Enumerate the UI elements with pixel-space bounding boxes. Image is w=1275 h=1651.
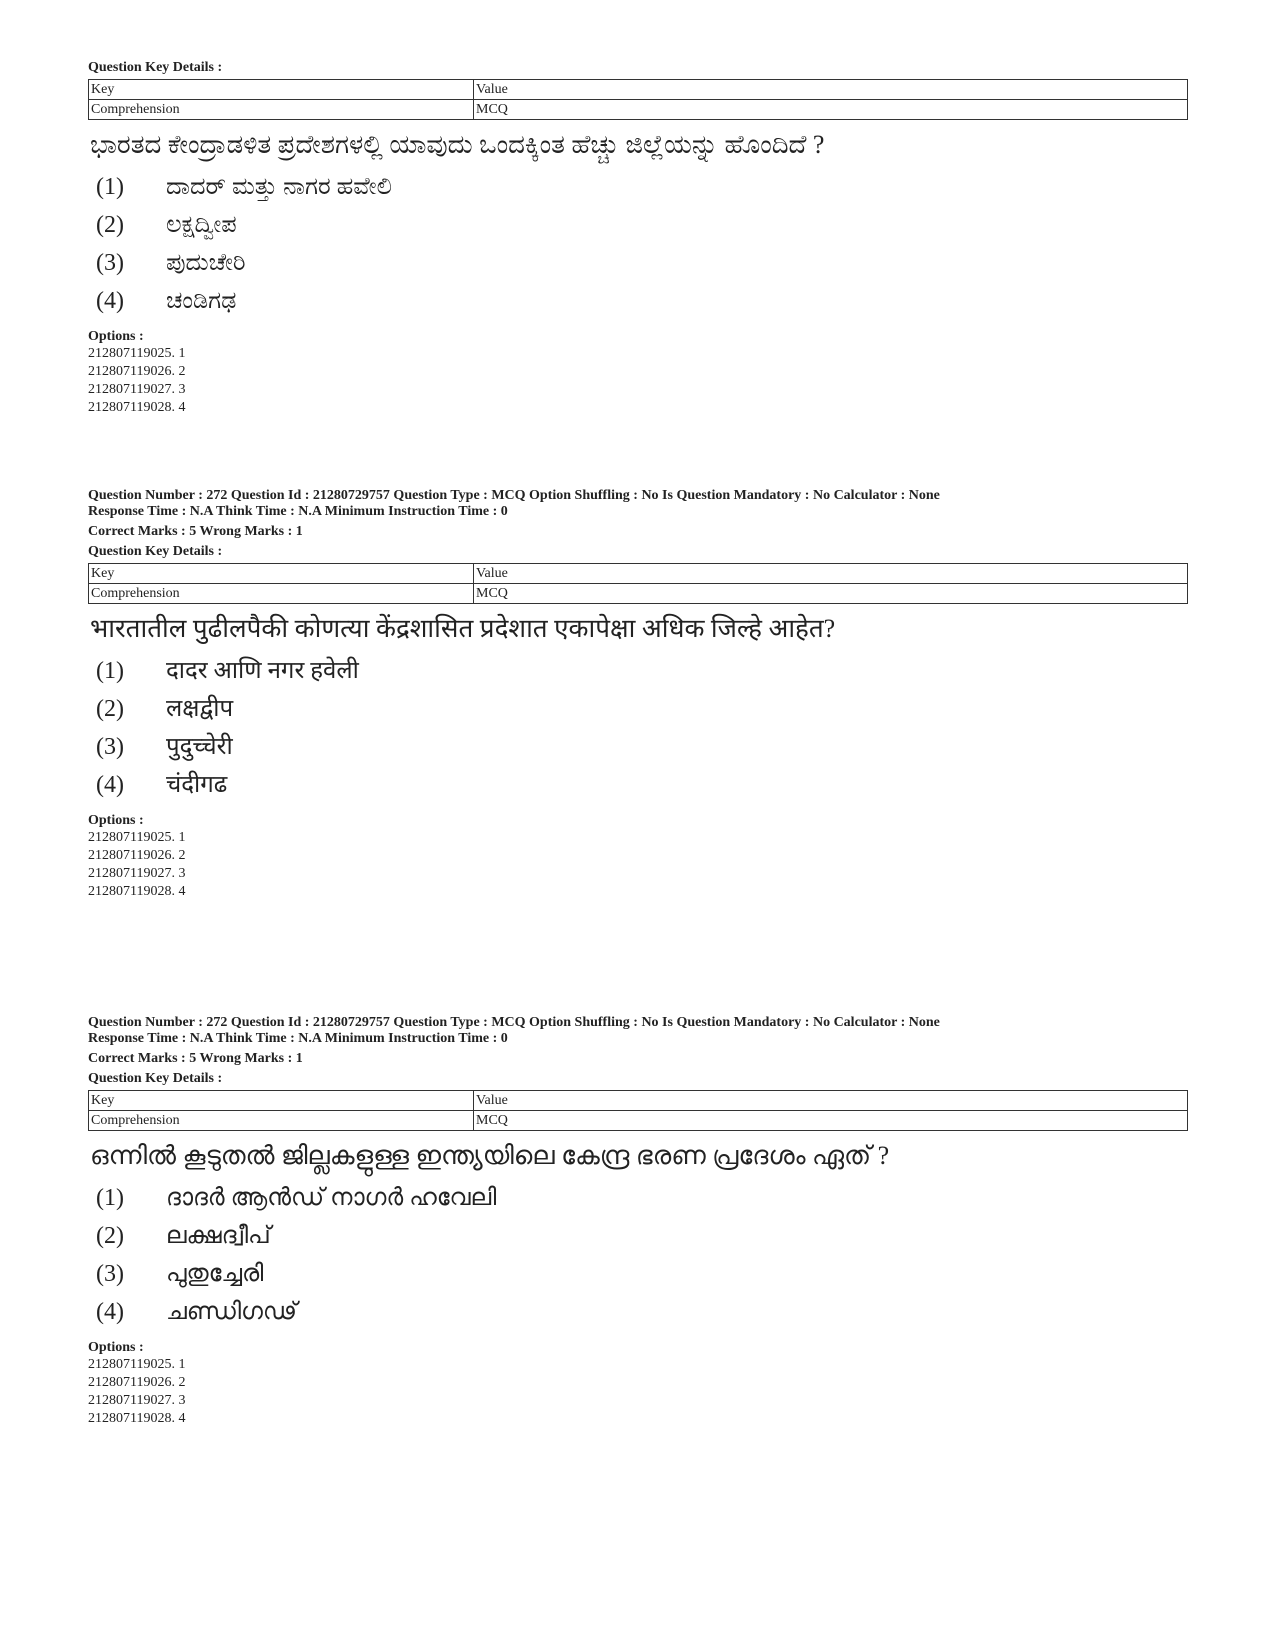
option-text: ಲಕ್ಷದ್ವೀಪ [166,212,237,238]
key-details-label: Question Key Details : [88,1071,223,1086]
option-4 [96,282,1188,320]
table-row [89,1111,1188,1131]
table-cell: MCQ [474,584,1188,604]
option-number: (3) [96,250,124,276]
key-details-table [88,563,1188,604]
option-id: 212807119025. 1 [88,346,186,361]
option-2 [96,206,1188,244]
option-2 [96,1217,1188,1255]
table-row [89,1091,1188,1111]
table-cell: Comprehension [89,100,474,120]
question-text: ഒന്നിൽ കൂടുതൽ ജില്ലകളുള്ള ഇന്ത്യയിലെ കേന്ദ്ര ഭരണ പ്രദേശം ഏത് ? [90,1141,890,1170]
option-id: 212807119027. 3 [88,382,186,397]
key-details-table [88,1090,1188,1131]
option-1 [96,1179,1188,1217]
question-text: भारतातील पुढीलपैकी कोणत्या केंद्रशासित प्रदेशात एकापेक्षा अधिक जिल्हे आहेत? [90,614,836,643]
marks-line: Correct Marks : 5 Wrong Marks : 1 [88,524,303,539]
table-row [89,80,1188,100]
table-cell: Value [474,80,1188,100]
table-cell: Comprehension [89,1111,474,1131]
option-1 [96,168,1188,206]
table-cell: MCQ [474,100,1188,120]
question-block-2 [88,488,1188,901]
option-id: 212807119027. 3 [88,1393,186,1408]
option-number: (2) [96,212,124,238]
option-2 [96,690,1188,728]
options-label: Options : [88,813,144,828]
option-number: (2) [96,696,124,722]
option-number: (3) [96,734,124,760]
option-number: (4) [96,1299,124,1325]
option-3 [96,728,1188,766]
table-cell: Key [89,564,474,584]
table-cell: Comprehension [89,584,474,604]
question-block-1 [88,60,1188,417]
option-text: ലക്ഷദ്വീപ് [166,1223,271,1249]
option-id: 212807119028. 4 [88,884,186,899]
table-cell: Key [89,1091,474,1111]
options-label: Options : [88,1340,144,1355]
option-text: दादर आणि नगर हवेली [166,658,359,684]
option-number: (2) [96,1223,124,1249]
option-text: ಪುದುಚೇರಿ [166,250,246,276]
option-id: 212807119026. 2 [88,364,186,379]
option-1 [96,652,1188,690]
option-text: लक्षद्वीप [166,696,234,722]
option-id: 212807119025. 1 [88,830,186,845]
question-text: ಭಾರತದ ಕೇಂದ್ರಾಡಳಿತ ಪ್ರದೇಶಗಳಲ್ಲಿ ಯಾವುದು ಒಂದಕ್ಕಿಂತ ಹೆಚ್ಚು ಜಿಲ್ಲೆಯನ್ನು ಹೊಂದಿದೆ ? [90,130,825,159]
table-row [89,100,1188,120]
option-id: 212807119026. 2 [88,848,186,863]
option-text: ಚಂಡಿಗಢ [166,288,237,314]
marks-line: Correct Marks : 5 Wrong Marks : 1 [88,1051,303,1066]
option-4 [96,1293,1188,1331]
option-3 [96,1255,1188,1293]
option-id: 212807119027. 3 [88,866,186,881]
table-cell: Value [474,564,1188,584]
question-header-line-1: Question Number : 272 Question Id : 21280729757 Question Type : MCQ Option Shuffling : No Is Question Mandatory : No Calculator : None [88,488,940,503]
option-id: 212807119025. 1 [88,1357,186,1372]
option-number: (4) [96,772,124,798]
option-number: (1) [96,1185,124,1211]
option-number: (1) [96,174,124,200]
table-row [89,584,1188,604]
option-4 [96,766,1188,804]
table-cell: Key [89,80,474,100]
option-id: 212807119028. 4 [88,1411,186,1426]
option-number: (4) [96,288,124,314]
option-text: പുതുച്ചേരി [166,1261,264,1287]
question-header-line-2: Response Time : N.A Think Time : N.A Minimum Instruction Time : 0 [88,504,508,519]
question-block-3 [88,1015,1188,1428]
key-details-label: Question Key Details : [88,60,223,75]
key-details-label: Question Key Details : [88,544,223,559]
options-label: Options : [88,329,144,344]
option-id: 212807119028. 4 [88,400,186,415]
table-row [89,564,1188,584]
option-number: (3) [96,1261,124,1287]
table-cell: MCQ [474,1111,1188,1131]
option-text: चंदीगढ [166,772,228,798]
option-text: ചണ്ഡിഗഢ് [166,1299,297,1325]
option-number: (1) [96,658,124,684]
option-text: पुदुच्चेरी [166,734,233,760]
table-cell: Value [474,1091,1188,1111]
option-text: ദാദർ ആൻഡ് നാഗർ ഹവേലി [166,1185,497,1211]
key-details-table [88,79,1188,120]
option-3 [96,244,1188,282]
option-text: ದಾದರ್ ಮತ್ತು ನಾಗರ ಹವೇಲಿ [166,174,392,200]
question-header-line-2: Response Time : N.A Think Time : N.A Minimum Instruction Time : 0 [88,1031,508,1046]
question-header-line-1: Question Number : 272 Question Id : 21280729757 Question Type : MCQ Option Shuffling : No Is Question Mandatory : No Calculator : None [88,1015,940,1030]
option-id: 212807119026. 2 [88,1375,186,1390]
